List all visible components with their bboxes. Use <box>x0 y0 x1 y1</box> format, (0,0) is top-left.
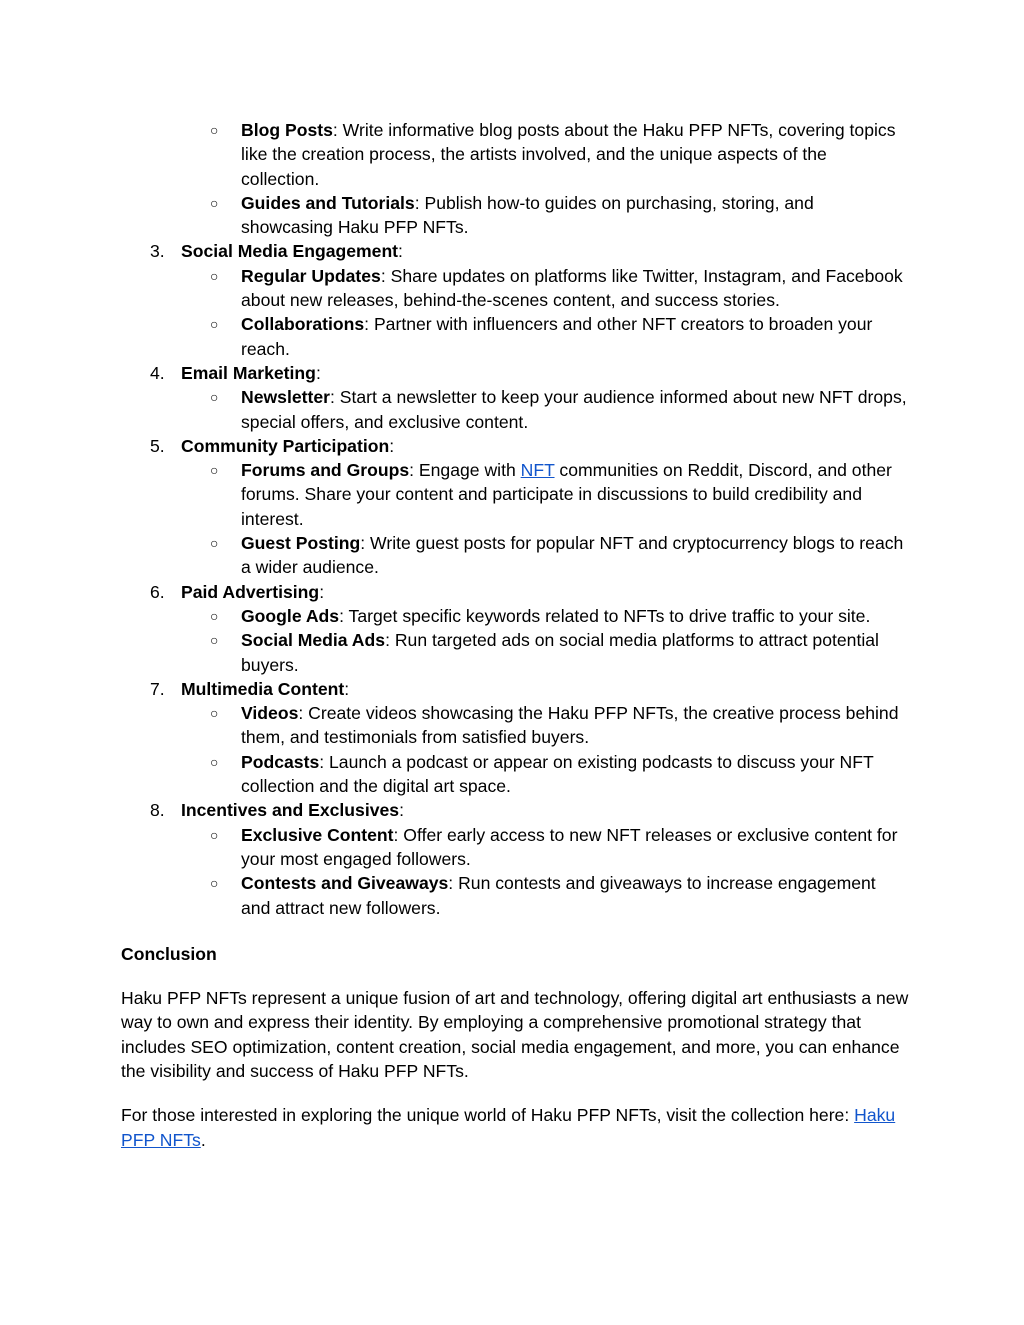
item-title: Regular Updates <box>241 265 381 286</box>
item-text: : Engage with <box>409 460 521 481</box>
section-number: 8. <box>150 800 165 821</box>
list-item <box>210 531 907 580</box>
bullet-icon: ○ <box>210 462 219 479</box>
list-item <box>210 823 907 872</box>
section-number: 6. <box>150 581 165 602</box>
item-title: Social Media Ads <box>241 630 386 651</box>
section-heading <box>150 361 1024 385</box>
section-sub-list <box>0 458 1024 579</box>
section-item <box>0 798 1024 919</box>
nft-link[interactable]: NFT <box>520 460 555 481</box>
bullet-icon: ○ <box>210 826 219 843</box>
haku-pfp-nfts-link[interactable]: Haku PFP NFTs <box>121 1105 896 1150</box>
item-title: Forums and Groups <box>241 460 410 481</box>
item-text: : Run contests and giveaways to increase engagement and attract new followers. <box>241 873 876 918</box>
item-text: : Write informative blog posts about the Haku PFP NFTs, covering topics like the creation process, the artists involved, and the unique aspects of the collection. <box>241 120 896 189</box>
section-colon: : <box>315 362 321 383</box>
item-title: Podcasts <box>241 751 320 772</box>
item-title: Exclusive Content <box>241 824 394 845</box>
section-title: Email Marketing <box>181 362 316 383</box>
item-text: : Offer early access to new NFT releases or exclusive content for your most engaged followers. <box>241 824 898 869</box>
list-item <box>210 604 907 628</box>
bullet-icon: ○ <box>210 535 219 552</box>
conclusion-paragraph: Haku PFP NFTs represent a unique fusion of art and technology, offering digital art enthusiasts a new way to own and express their identity. By employing a comprehensive promotional strategy that includes SEO optimization, content creation, social media engagement, and more, you can enhance the visibility and success of Haku PFP NFTs. <box>121 988 909 1081</box>
document-body <box>0 118 1024 1152</box>
conclusion-heading: Conclusion <box>121 943 217 964</box>
bullet-icon: ○ <box>210 194 219 211</box>
section-item <box>0 239 1024 360</box>
section-item <box>0 677 1024 798</box>
section-sub-list <box>0 264 1024 361</box>
section-sub-list <box>0 385 1024 434</box>
list-item <box>210 312 907 361</box>
item-title: Guides and Tutorials <box>241 192 415 213</box>
section-heading <box>150 580 1024 604</box>
bullet-icon: ○ <box>210 267 219 284</box>
section-sub-list <box>0 701 1024 798</box>
section-item <box>0 580 1024 677</box>
item-text: : Create videos showcasing the Haku PFP NFTs, the creative process behind them, and testimonials from satisfied buyers. <box>241 703 899 748</box>
list-item <box>210 458 907 531</box>
bullet-icon: ○ <box>210 753 219 770</box>
item-text: : Target specific keywords related to NFTs to drive traffic to your site. <box>339 605 871 626</box>
section-heading <box>150 677 1024 701</box>
section-colon: : <box>389 435 395 456</box>
item-text: : Write guest posts for popular NFT and cryptocurrency blogs to reach a wider audience. <box>241 533 904 578</box>
list-item <box>210 701 907 750</box>
item-title: Videos <box>241 703 299 724</box>
section-colon: : <box>398 241 403 262</box>
section-heading <box>150 239 1024 263</box>
bullet-icon: ○ <box>210 632 219 649</box>
item-title: Google Ads <box>241 605 340 626</box>
section-title: Incentives and Exclusives <box>181 800 400 821</box>
closing-paragraph <box>121 1103 911 1152</box>
item-text: communities on Reddit, Discord, and other forums. Share your content and participate in discussions to build credibility and interest. <box>241 460 892 529</box>
bullet-icon: ○ <box>210 705 219 722</box>
closing-period: . <box>200 1129 206 1150</box>
list-item <box>210 628 907 677</box>
strategy-list <box>0 239 1024 919</box>
section-colon: : <box>399 800 404 821</box>
section-title: Community Participation <box>181 435 390 456</box>
list-item <box>210 871 907 920</box>
item-text: : Launch a podcast or appear on existing podcasts to discuss your NFT collection and the digital art space. <box>241 751 874 797</box>
closing-text: For those interested in exploring the unique world of Haku PFP NFTs, visit the collection here: <box>121 1105 855 1126</box>
list-item <box>210 385 907 434</box>
item-text: : Start a newsletter to keep your audience informed about new NFT drops, special offers, and exclusive content. <box>241 387 907 432</box>
section-number: 7. <box>150 678 165 699</box>
section-title: Paid Advertising <box>181 581 320 602</box>
item-title: Blog Posts <box>241 120 333 140</box>
section-heading <box>150 434 1024 458</box>
section-title: Multimedia Content <box>181 678 345 699</box>
bullet-icon: ○ <box>210 389 219 406</box>
item-text: : Share updates on platforms like Twitter, Instagram, and Facebook about new releases, behind-the-scenes content, and success stories. <box>241 265 903 311</box>
item-text: : Partner with influencers and other NFT creators to broaden your reach. <box>241 314 873 359</box>
section-sub-list <box>0 604 1024 677</box>
section-number: 5. <box>150 435 165 456</box>
section-number: 3. <box>150 241 165 262</box>
section-number: 4. <box>150 362 165 383</box>
section-colon: : <box>344 678 350 699</box>
list-item <box>210 191 907 240</box>
bullet-icon: ○ <box>210 875 219 892</box>
section-item <box>0 434 1024 580</box>
bullet-icon: ○ <box>210 122 219 138</box>
section-title: Social Media Engagement <box>181 241 399 262</box>
list-item <box>210 118 907 191</box>
item-text: : Run targeted ads on social media platforms to attract potential buyers. <box>241 630 879 675</box>
item-title: Guest Posting <box>241 533 361 554</box>
continued-sub-list <box>0 118 1024 239</box>
list-item <box>210 750 907 799</box>
bullet-icon: ○ <box>210 607 219 624</box>
section-item <box>0 361 1024 434</box>
section-colon: : <box>319 581 325 602</box>
item-title: Collaborations <box>241 314 365 335</box>
section-heading <box>150 798 1024 822</box>
item-title: Newsletter <box>241 387 330 408</box>
list-item <box>210 264 907 313</box>
bullet-icon: ○ <box>210 316 219 333</box>
section-sub-list <box>0 823 1024 920</box>
item-title: Contests and Giveaways <box>241 873 449 894</box>
item-text: : Publish how-to guides on purchasing, storing, and showcasing Haku PFP NFTs. <box>241 192 814 238</box>
